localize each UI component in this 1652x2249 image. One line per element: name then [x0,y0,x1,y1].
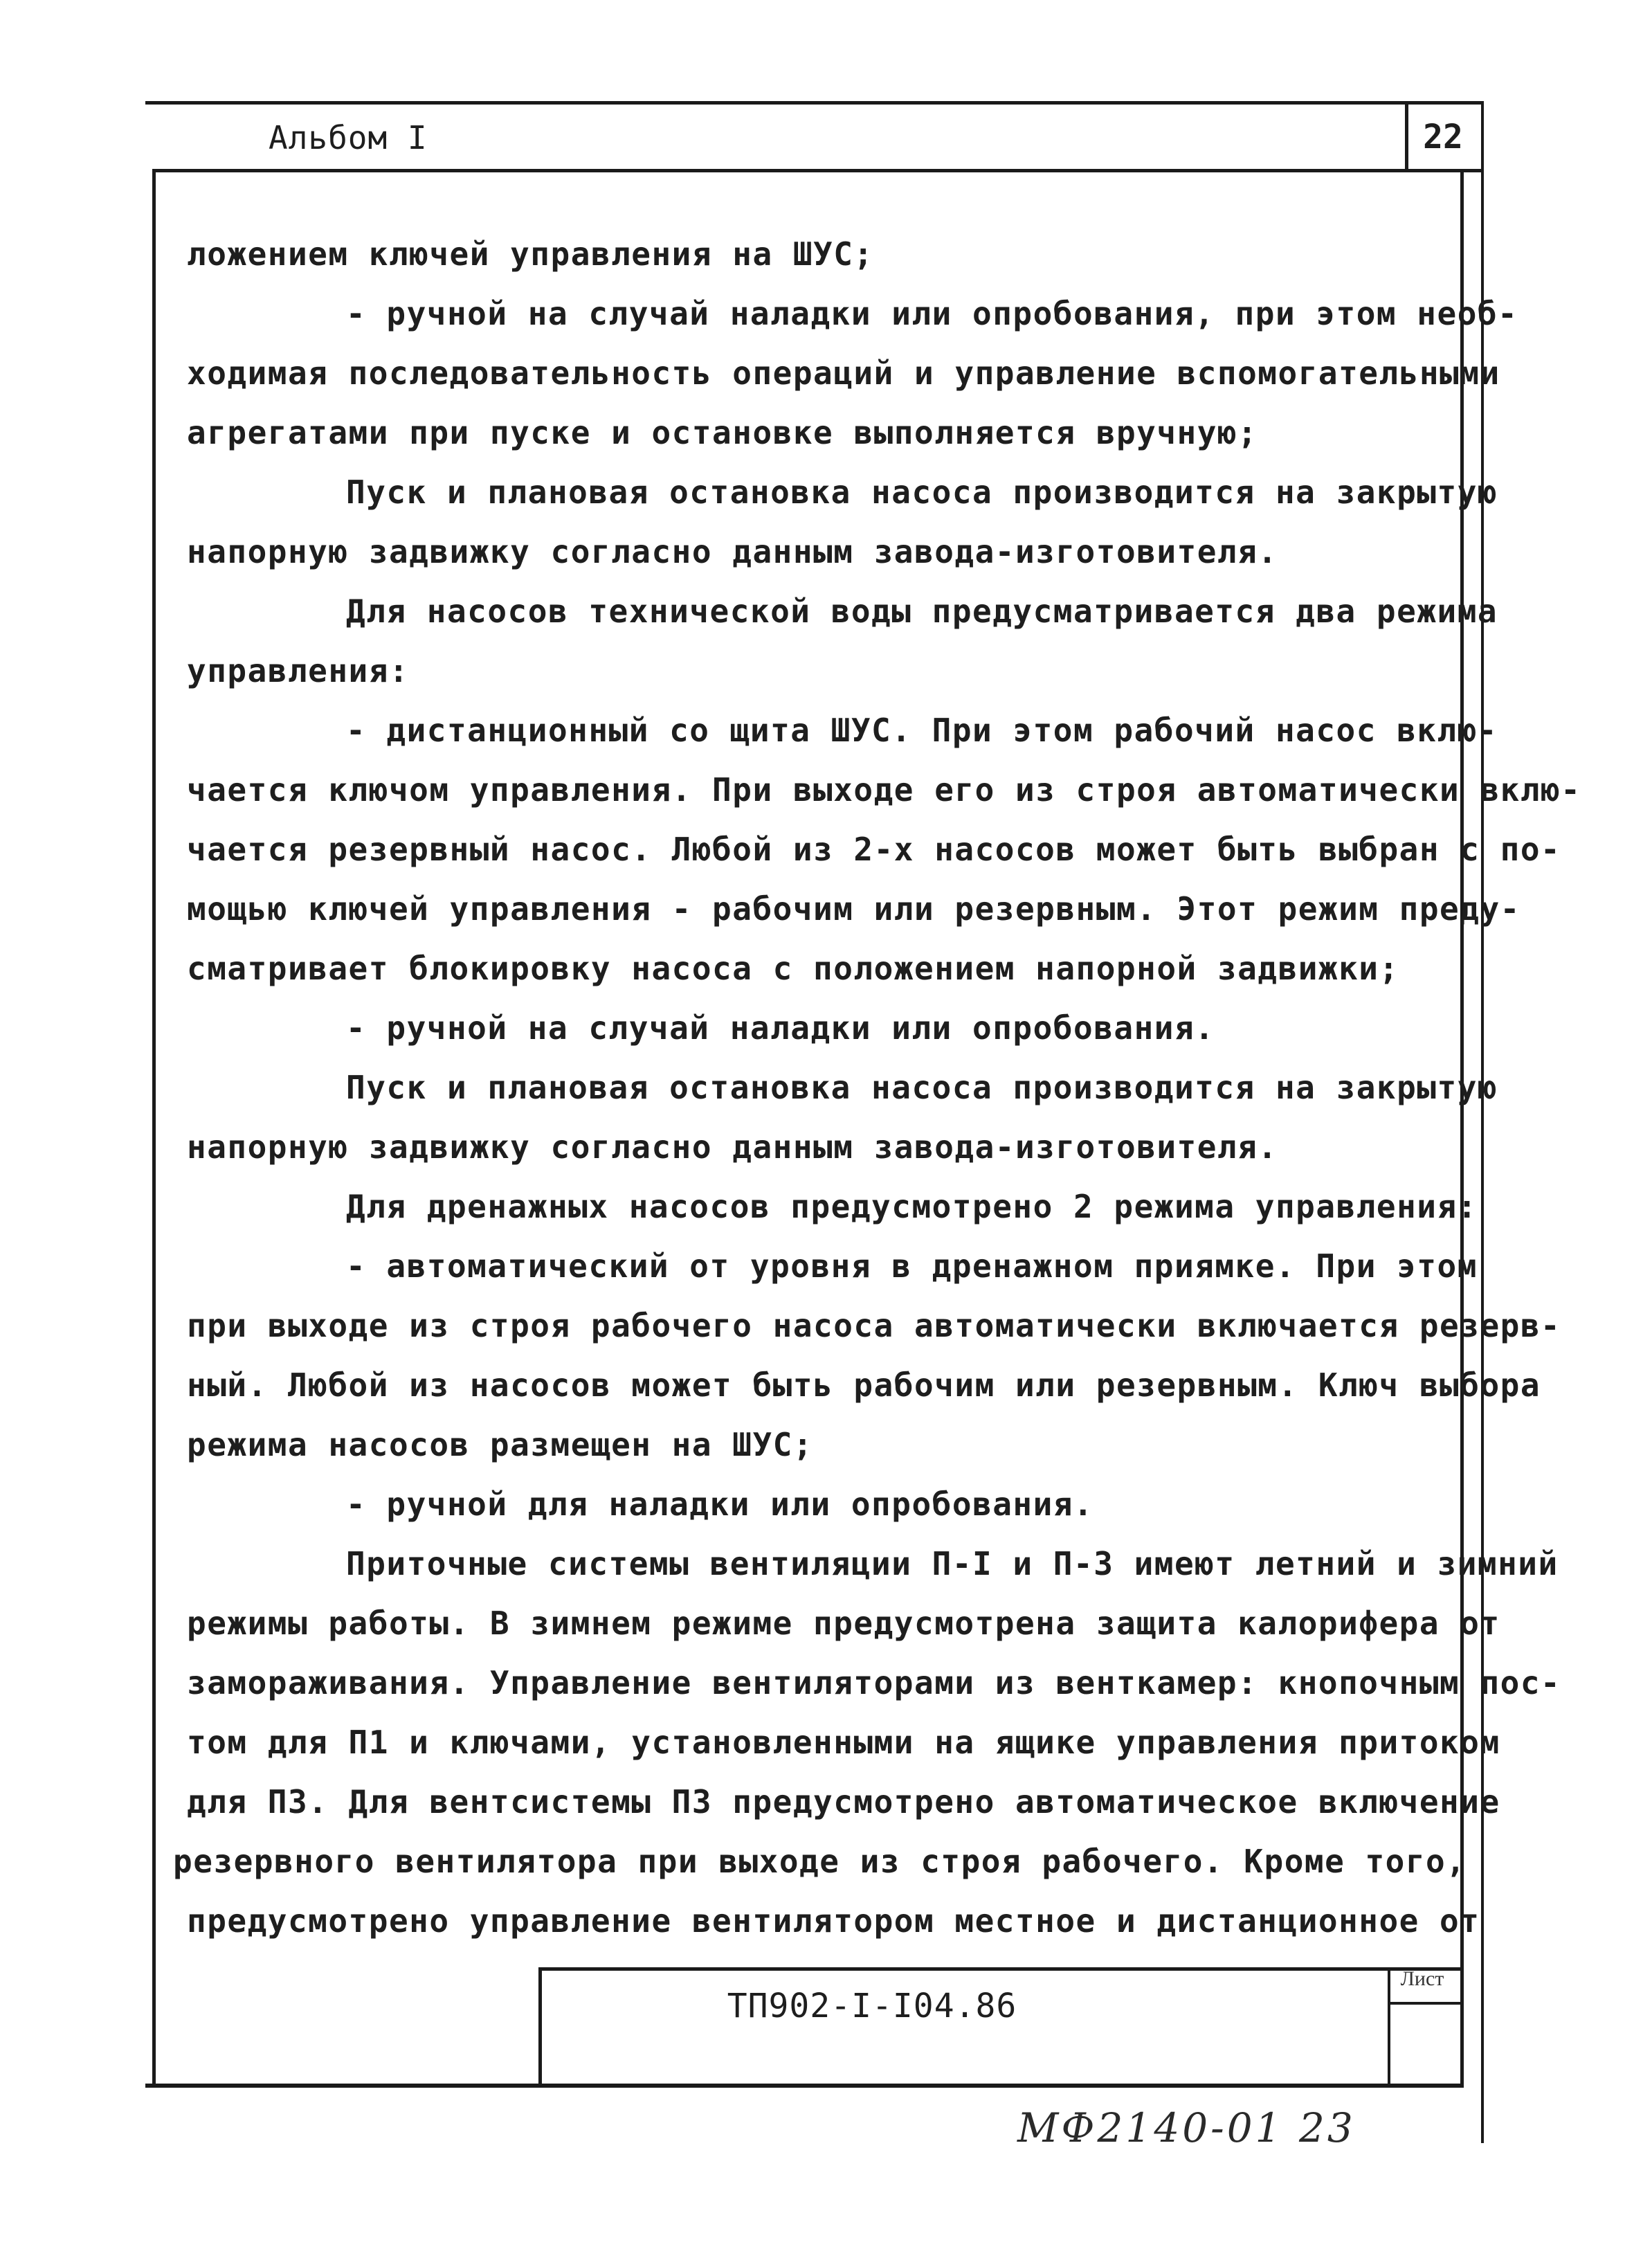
text-line: том для П1 и ключами, установленными на ящике управления притоком [187,1724,1500,1761]
text-line: для П3. Для вентсистемы П3 предусмотрено автоматическое включение [187,1783,1500,1821]
text-line: чается резервный насос. Любой из 2-х насосов может быть выбран с по- [187,831,1561,868]
text-line: - ручной на случай наладки или опробования. [346,1009,1215,1047]
text-line: ложением ключей управления на ШУС; [187,235,874,273]
stamp-sheet-label-divider [1388,2002,1462,2005]
header-divider [152,169,1481,172]
page-number: 22 [1423,118,1463,156]
text-line: - автоматический от уровня в дренажном приямке. При этом [346,1247,1478,1285]
stamp-sheet-divider [1388,1967,1390,2085]
text-line: замораживания. Управление вентиляторами из венткамер: кнопочным пос- [187,1664,1561,1701]
text-line: агрегатами при пуске и остановке выполняется вручную; [187,414,1258,451]
text-line: чается ключом управления. При выходе его из строя автоматически вклю- [187,771,1581,809]
text-line: Приточные системы вентиляции П-I и П-3 имеют летний и зимний [346,1545,1559,1582]
text-line: напорную задвижку согласно данным завода-изготовителя. [187,1128,1278,1166]
text-line: режима насосов размещен на ШУС; [187,1426,814,1463]
text-line: Пуск и плановая остановка насоса производится на закрытую [346,1069,1498,1106]
text-line: Для дренажных насосов предусмотрено 2 режима управления: [346,1188,1478,1225]
frame-left-border [152,169,156,2086]
text-line: Пуск и плановая остановка насоса производится на закрытую [346,473,1498,511]
text-line: напорную задвижку согласно данным завода-изготовителя. [187,533,1278,570]
text-line: ходимая последовательность операций и управление вспомогательными [187,354,1500,392]
text-line: режимы работы. В зимнем режиме предусмотрена защита калорифера от [187,1605,1500,1642]
text-line: предусмотрено управление вентилятором местное и дистанционное от [187,1902,1480,1940]
handwritten-note: МФ2140-01 23 [1017,2104,1356,2151]
text-line: Для насосов технической воды предусматривается два режима [346,593,1498,630]
text-line: мощью ключей управления - рабочим или резервным. Этот режим преду- [187,890,1521,928]
stamp-top-border [538,1967,1460,1971]
text-line: сматривает блокировку насоса с положением напорной задвижки; [187,950,1399,987]
text-line: - ручной для наладки или опробования. [346,1485,1094,1523]
text-line: резервного вентилятора при выходе из строя рабочего. Кроме того, [173,1843,1467,1880]
text-line: - дистанционный со щита ШУС. При этом рабочий насос вклю- [346,712,1498,749]
top-border [145,101,1481,105]
frame-bottom-border [145,2084,1464,2088]
outer-right-line [1481,101,1484,2143]
text-line: управления: [187,652,410,689]
album-title: Альбом I [269,119,428,156]
sheet-label: Лист [1400,1967,1444,1990]
text-line: при выходе из строя рабочего насоса автоматически включается резерв- [187,1307,1561,1344]
text-line: - ручной на случай наладки или опробования, при этом необ- [346,295,1518,332]
document-code: ТП902-I-I04.86 [727,1987,1017,2025]
text-line: ный. Любой из насосов может быть рабочим или резервным. Ключ выбора [187,1366,1541,1404]
stamp-left-border [538,1967,542,2085]
